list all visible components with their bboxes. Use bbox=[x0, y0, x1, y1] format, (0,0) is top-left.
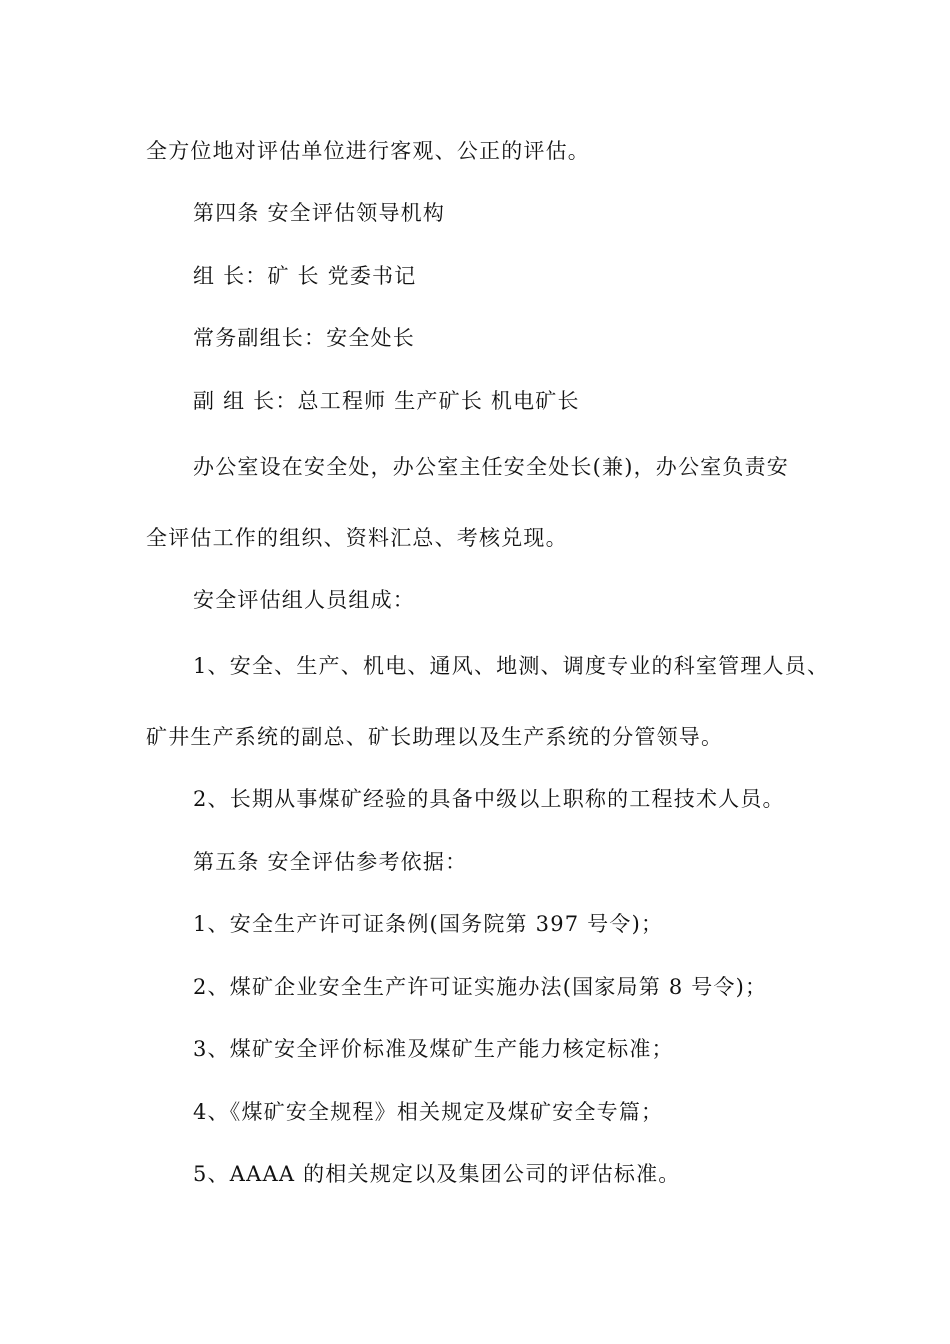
paragraph-line: 常务副组长：安全处长 bbox=[193, 326, 415, 350]
paragraph-line: 办公室设在安全处，办公室主任安全处长(兼)，办公室负责安 bbox=[193, 455, 789, 479]
paragraph-line: 组 长：矿 长 党委书记 bbox=[193, 264, 417, 288]
list-item: 1、安全生产许可证条例(国务院第 397 号令)； bbox=[193, 912, 664, 936]
list-item: 1、安全、生产、机电、通风、地测、调度专业的科室管理人员、 bbox=[193, 654, 830, 678]
paragraph-line: 矿井生产系统的副总、矿长助理以及生产系统的分管领导。 bbox=[146, 725, 724, 749]
list-item: 3、煤矿安全评价标准及煤矿生产能力核定标准； bbox=[193, 1037, 674, 1061]
section-heading: 第五条 安全评估参考依据： bbox=[193, 850, 468, 874]
paragraph-line: 安全评估组人员组成： bbox=[193, 588, 415, 612]
paragraph-line: 全方位地对评估单位进行客观、公正的评估。 bbox=[146, 139, 590, 163]
paragraph-line: 副 组 长：总工程师 生产矿长 机电矿长 bbox=[193, 389, 580, 413]
list-item: 2、长期从事煤矿经验的具备中级以上职称的工程技术人员。 bbox=[193, 787, 785, 811]
list-item: 5、AAAA 的相关规定以及集团公司的评估标准。 bbox=[193, 1162, 681, 1186]
section-heading: 第四条 安全评估领导机构 bbox=[193, 201, 446, 225]
list-item: 2、煤矿企业安全生产许可证实施办法(国家局第 8 号令)； bbox=[193, 975, 768, 999]
paragraph-line: 全评估工作的组织、资料汇总、考核兑现。 bbox=[146, 526, 568, 550]
list-item: 4、《煤矿安全规程》相关规定及煤矿安全专篇； bbox=[193, 1100, 664, 1124]
